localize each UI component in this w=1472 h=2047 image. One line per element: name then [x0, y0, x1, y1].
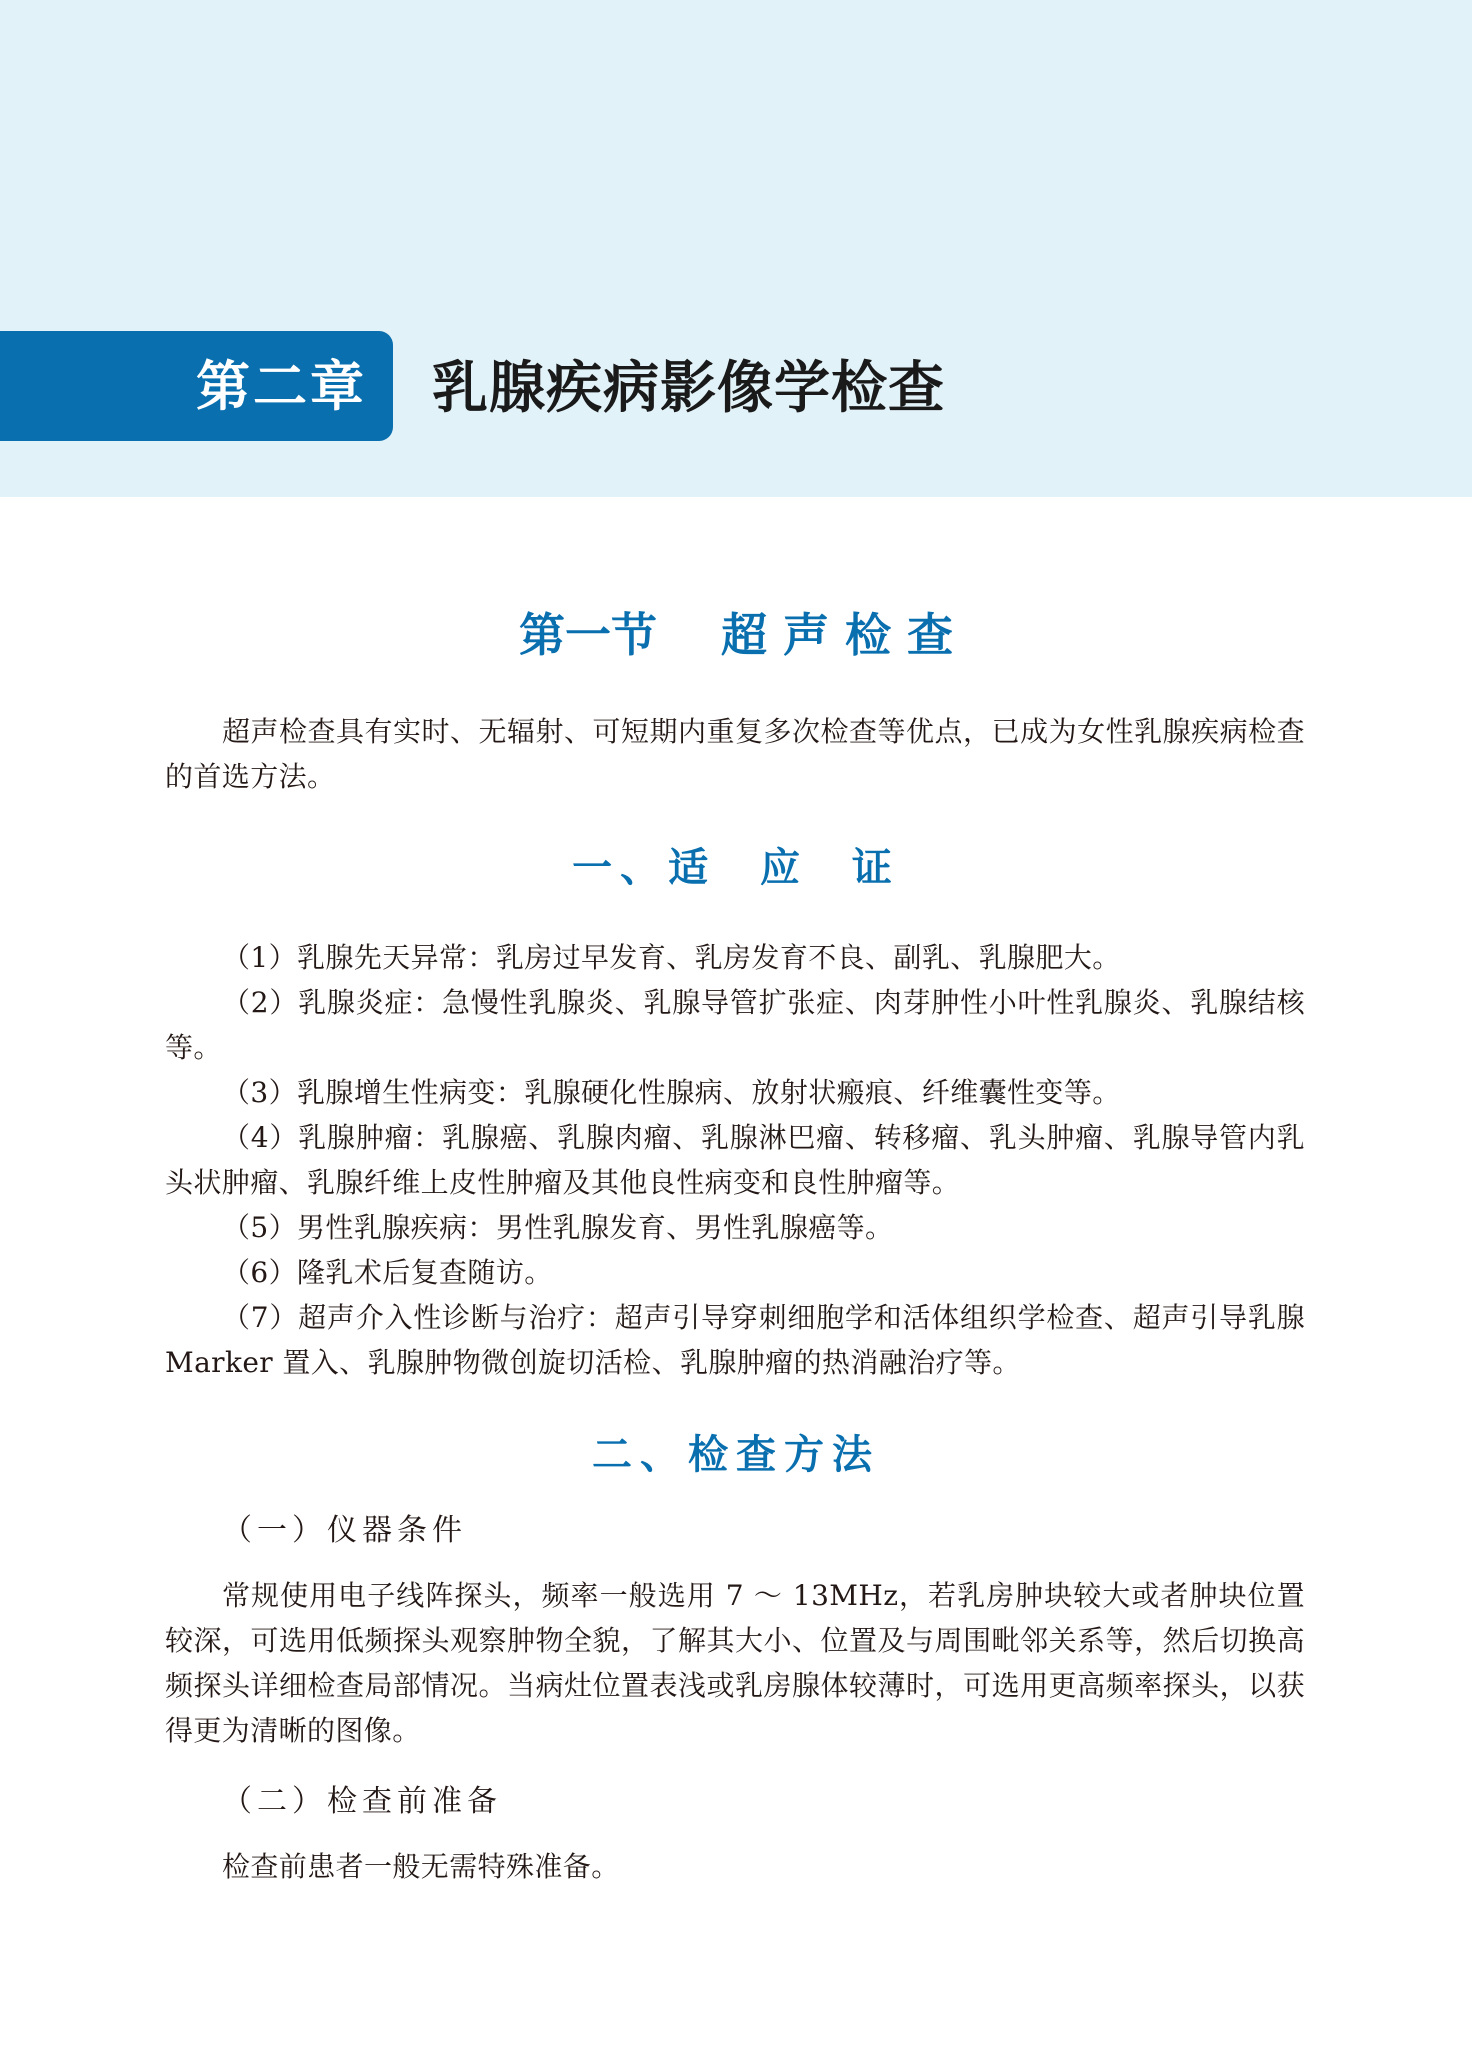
chapter-title: 乳腺疾病影像学检查 [432, 355, 945, 421]
indications-list [165, 935, 1305, 1385]
intro-paragraph: 超声检查具有实时、无辐射、可短期内重复多次检查等优点，已成为女性乳腺疾病检查的首选方法。 [165, 715, 1305, 793]
preparation-subheading: （二）检查前准备 [222, 1784, 502, 1819]
indication-item-1: （1）乳腺先天异常：乳房过早发育、乳房发育不良、副乳、乳腺肥大。 [222, 941, 1121, 974]
equipment-section [165, 1573, 1305, 1753]
chapter-number: 第二章 [196, 355, 367, 418]
indication-item-5: （5）男性乳腺疾病：男性乳腺发育、男性乳腺癌等。 [222, 1211, 894, 1244]
indications-heading: 一、适 应 证 [572, 845, 900, 891]
preparation-paragraph: 检查前患者一般无需特殊准备。 [222, 1850, 620, 1883]
section-intro [165, 709, 1305, 799]
indication-item-6: （6）隆乳术后复查随访。 [222, 1256, 553, 1289]
section-title: 第一节 超 声 检 查 [518, 608, 954, 662]
indication-item-4: （4）乳腺肿瘤：乳腺癌、乳腺肉瘤、乳腺淋巴瘤、转移瘤、乳头肿瘤、乳腺导管内乳头状肿瘤、乳腺纤维上皮性肿瘤及其他良性病变和良性肿瘤等。 [165, 1121, 1305, 1199]
methods-heading: 二、检查方法 [592, 1432, 880, 1478]
indication-item-3: （3）乳腺增生性病变：乳腺硬化性腺病、放射状瘢痕、纤维囊性变等。 [222, 1076, 1121, 1109]
indication-item-7: （7）超声介入性诊断与治疗：超声引导穿刺细胞学和活体组织学检查、超声引导乳腺 Marker 置入、乳腺肿物微创旋切活检、乳腺肿瘤的热消融治疗等。 [165, 1301, 1305, 1379]
preparation-section [165, 1844, 1305, 1889]
indication-item-2: （2）乳腺炎症：急慢性乳腺炎、乳腺导管扩张症、肉芽肿性小叶性乳腺炎、乳腺结核等。 [165, 986, 1305, 1064]
equipment-subheading: （一）仪器条件 [222, 1513, 467, 1548]
equipment-paragraph: 常规使用电子线阵探头，频率一般选用 7 ～ 13MHz，若乳房肿块较大或者肿块位置较深，可选用低频探头观察肿物全貌，了解其大小、位置及与周围毗邻关系等，然后切换高频探头详细检查局部情况。当病灶位置表浅或乳房腺体较薄时，可选用更高频率探头，以获得更为清晰的图像。 [165, 1579, 1305, 1747]
